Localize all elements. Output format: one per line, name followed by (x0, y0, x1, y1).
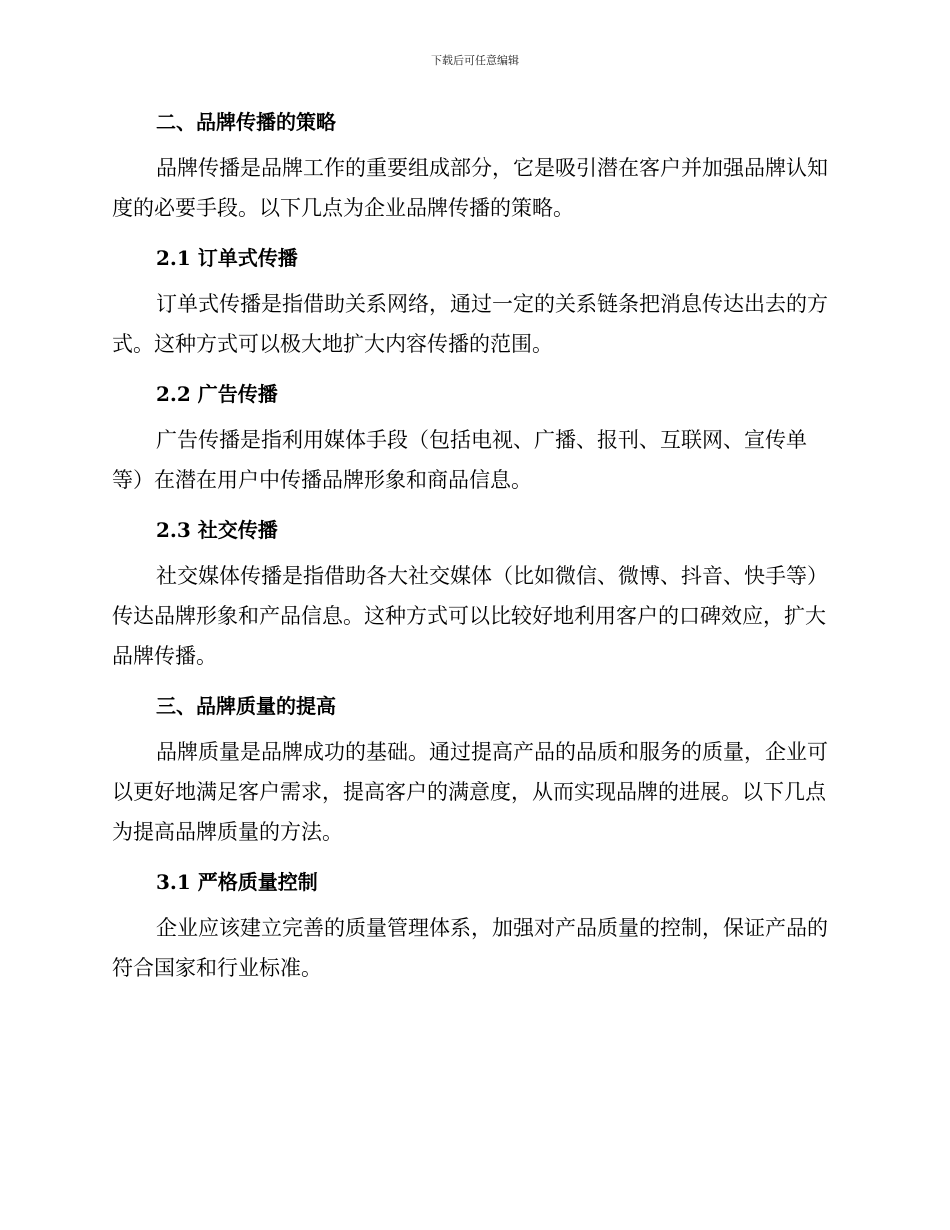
section-heading-brand-quality: 三、品牌质量的提高 (156, 694, 336, 718)
document-body (112, 110, 832, 988)
subsection-heading-2-2: 2.2 广告传播 (156, 382, 278, 406)
section-heading-brand-communication: 二、品牌传播的策略 (156, 110, 336, 134)
paragraph-3-1: 企业应该建立完善的质量管理体系，加强对产品质量的控制，保证产品的符合国家和行业标准。 (112, 916, 828, 980)
subsection-heading-2-3: 2.3 社交传播 (156, 518, 278, 542)
paragraph-2-3: 社交媒体传播是指借助各大社交媒体（比如微信、微博、抖音、快手等）传达品牌形象和产品信息。这种方式可以比较好地利用客户的口碑效应，扩大品牌传播。 (112, 564, 828, 668)
paragraph-2-2: 广告传播是指利用媒体手段（包括电视、广播、报刊、互联网、宣传单等）在潜在用户中传播品牌形象和商品信息。 (112, 428, 807, 492)
paragraph-brand-communication-intro: 品牌传播是品牌工作的重要组成部分，它是吸引潜在客户并加强品牌认知度的必要手段。以下几点为企业品牌传播的策略。 (112, 156, 828, 220)
header-note: 下载后可任意编辑 (431, 54, 519, 67)
paragraph-2-1: 订单式传播是指借助关系网络，通过一定的关系链条把消息传达出去的方式。这种方式可以极大地扩大内容传播的范围。 (112, 292, 828, 356)
subsection-heading-3-1: 3.1 严格质量控制 (156, 870, 318, 894)
subsection-heading-2-1: 2.1 订单式传播 (156, 246, 298, 270)
paragraph-brand-quality-intro: 品牌质量是品牌成功的基础。通过提高产品的品质和服务的质量，企业可以更好地满足客户需求，提高客户的满意度，从而实现品牌的进展。以下几点为提高品牌质量的方法。 (112, 740, 828, 844)
